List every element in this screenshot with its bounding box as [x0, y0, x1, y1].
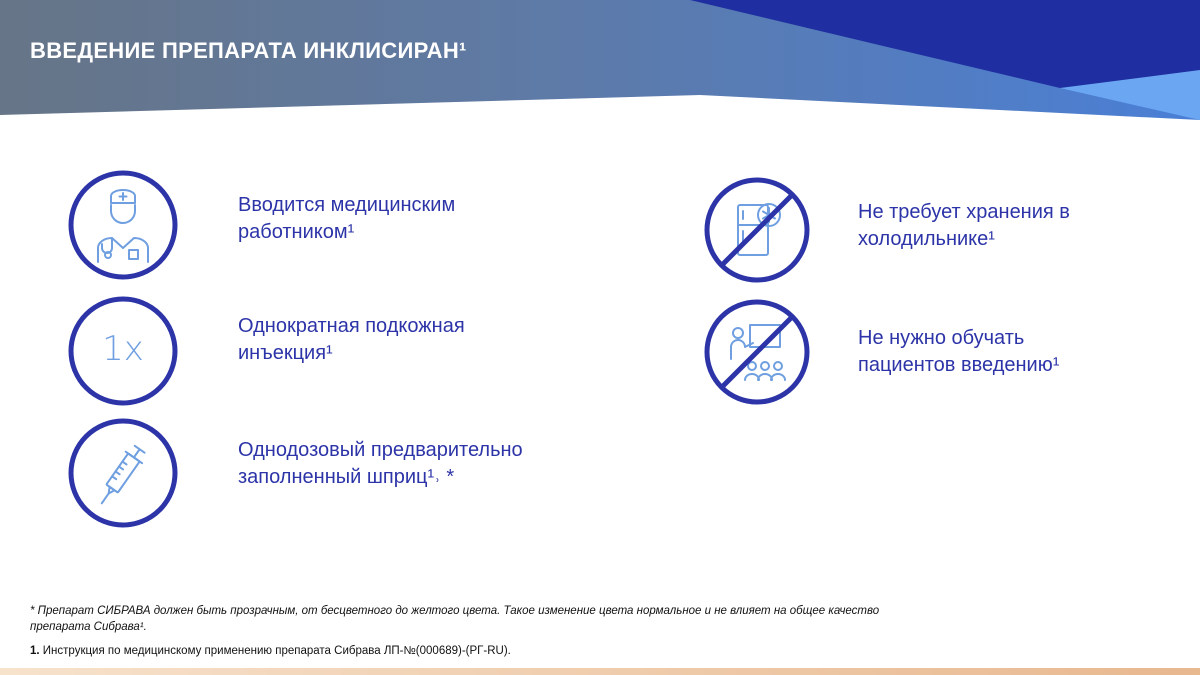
feature-no-refrigeration: [858, 199, 1188, 253]
footnote-line: * Препарат СИБРАВА должен быть прозрачным, от бесцветного до желтого цвета. Такое изменение цвета нормальное и не влияет на общее качество: [30, 605, 880, 617]
feature-line: инъекция¹: [238, 342, 333, 364]
feature-line: заполненный шприц¹˒ *: [238, 466, 455, 488]
feature-line: Не требует хранения в: [858, 201, 1070, 223]
feature-line: Однократная подкожная: [238, 315, 465, 337]
syringe-icon: [68, 418, 178, 528]
page-title: ВВЕДЕНИЕ ПРЕПАРАТА ИНКЛИСИРАН¹: [30, 38, 467, 63]
feature-line: Вводится медицинским: [238, 194, 456, 216]
feature-line: Однодозовый предварительно: [238, 439, 523, 461]
footnote-asterisk: [30, 603, 1030, 635]
feature-single-injection: [238, 313, 568, 367]
feature-prefilled-syringe: [238, 437, 568, 491]
feature-line: Не нужно обучать: [858, 327, 1025, 349]
feature-line: пациентов введению¹: [858, 354, 1060, 376]
no-refrigerator-icon: [702, 175, 812, 285]
feature-line: работником¹: [238, 221, 355, 243]
footnote-reference: [30, 643, 1030, 659]
footnotes: [30, 603, 1030, 659]
footnote-line: препарата Сибрава¹.: [30, 621, 147, 633]
one-time-label: 1x: [102, 329, 144, 369]
one-time-icon: [68, 296, 178, 406]
feature-line: холодильнике¹: [858, 228, 995, 250]
footnote-ref-text: Инструкция по медицинскому применению препарата Сибрава ЛП-№(000689)-(РГ-RU).: [39, 645, 511, 657]
feature-administered-by-staff: [238, 192, 568, 246]
footnote-ref-number: 1.: [30, 645, 40, 657]
bottom-band: [0, 668, 1200, 675]
no-training-icon: [702, 297, 812, 407]
doctor-icon: [68, 170, 178, 280]
feature-no-patient-training: [858, 325, 1188, 379]
